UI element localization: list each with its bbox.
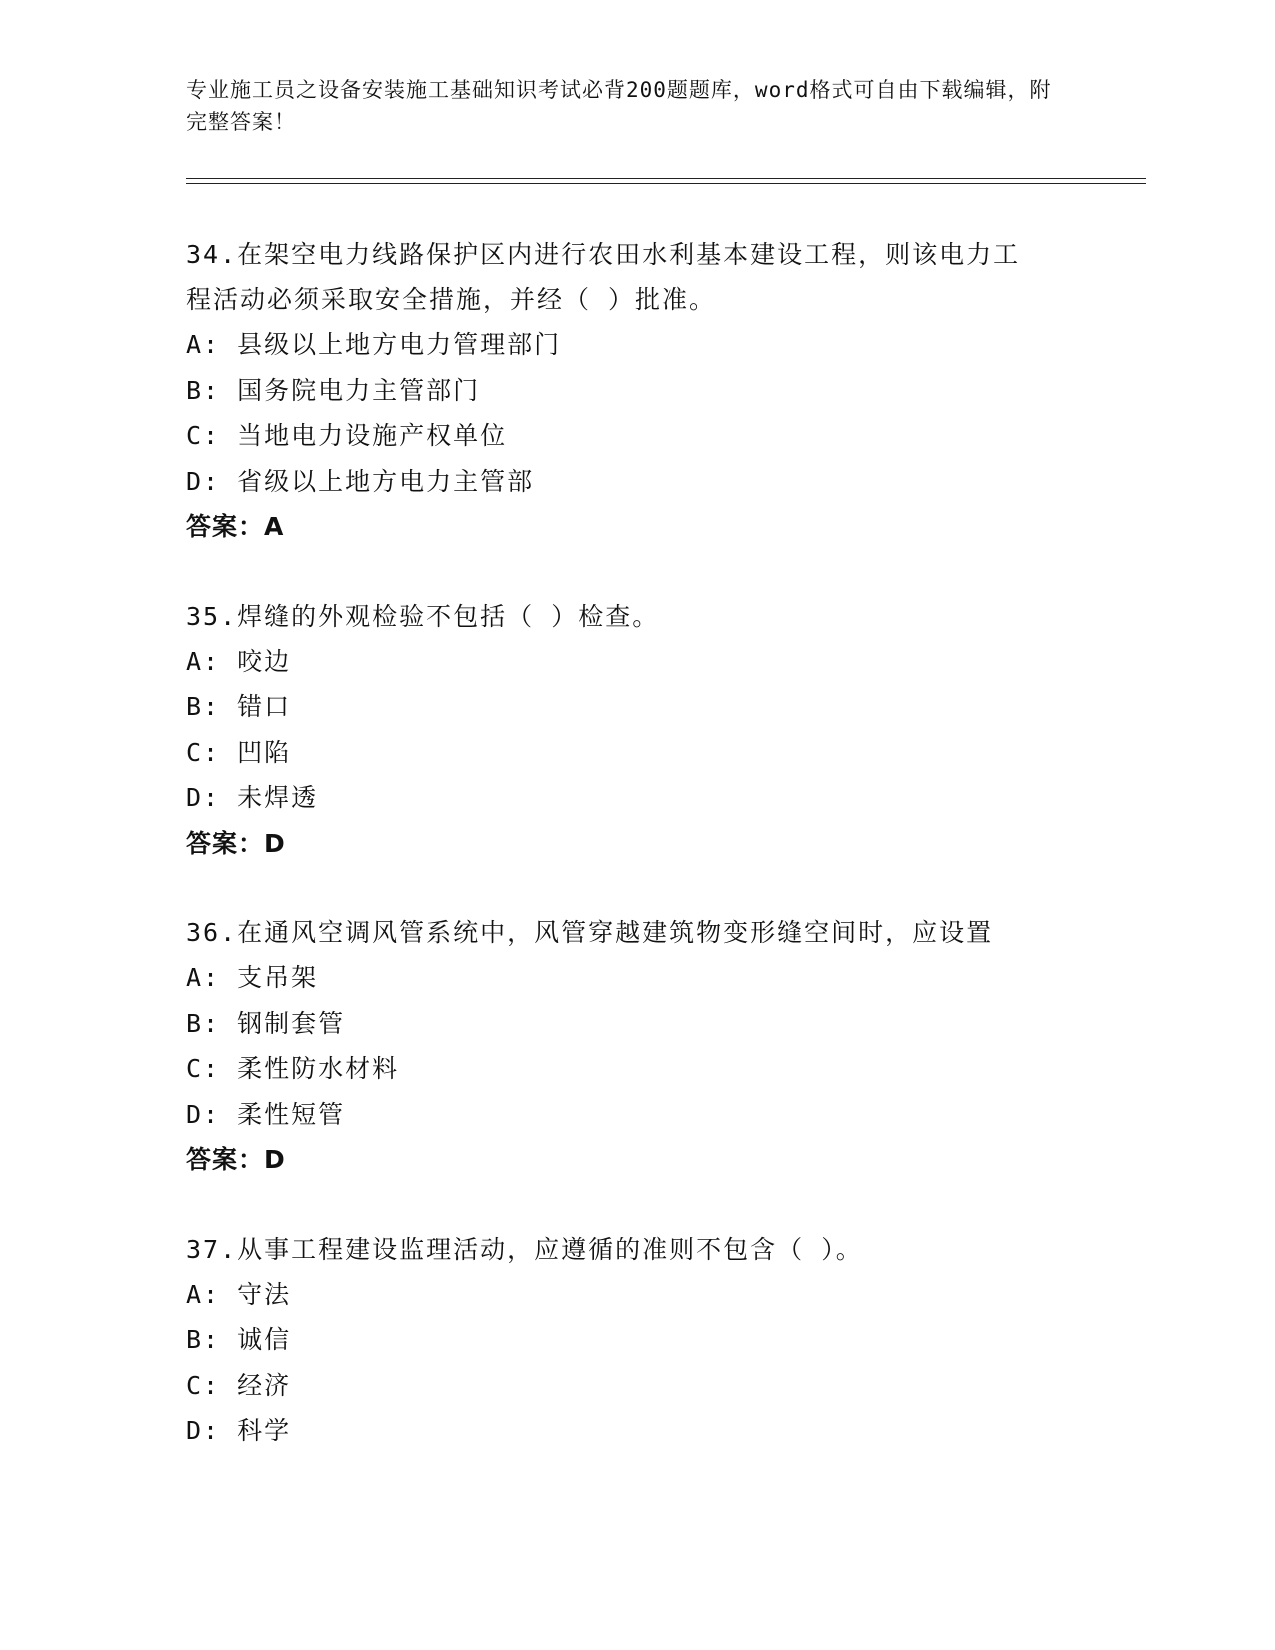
option-a: A: 县级以上地方电力管理部门 xyxy=(186,330,562,359)
question-stem-continued: 程活动必须采取安全措施，并经（ ）批准。 xyxy=(186,285,717,314)
option-c: C: 凹陷 xyxy=(186,737,292,767)
question-37 xyxy=(186,1227,1086,1454)
option-b: B: 国务院电力主管部门 xyxy=(186,375,481,405)
spacer xyxy=(186,1183,1086,1227)
question-34 xyxy=(186,232,1086,550)
spacer xyxy=(186,866,1086,910)
option-c: C: 柔性防水材料 xyxy=(186,1054,400,1083)
answer-label: 答案：A xyxy=(186,512,285,541)
question-stem: 35.焊缝的外观检验不包括（ ）检查。 xyxy=(186,601,660,631)
option-b: B: 错口 xyxy=(186,692,292,721)
answer-label: 答案：D xyxy=(186,1145,286,1174)
option-a: A: 咬边 xyxy=(186,646,292,676)
option-d: D: 科学 xyxy=(186,1416,292,1445)
option-a: A: 支吊架 xyxy=(186,963,319,992)
question-stem: 34.在架空电力线路保护区内进行农田水利基本建设工程，则该电力工 xyxy=(186,240,1021,269)
question-list xyxy=(186,232,1086,1454)
question-36 xyxy=(186,910,1086,1183)
document-title: 专业施工员之设备安装施工基础知识考试必背200题题库，word格式可自由下载编辑，附完整答案！ xyxy=(186,78,1052,134)
option-b: B: 钢制套管 xyxy=(186,1008,346,1038)
option-d: D: 柔性短管 xyxy=(186,1099,346,1129)
option-d: D: 省级以上地方电力主管部 xyxy=(186,466,535,496)
question-stem: 37.从事工程建设监理活动，应遵循的准则不包含（ ）。 xyxy=(186,1234,863,1264)
spacer xyxy=(186,550,1086,594)
option-b: B: 诚信 xyxy=(186,1325,292,1354)
option-c: C: 当地电力设施产权单位 xyxy=(186,421,508,450)
question-stem: 36.在通风空调风管系统中，风管穿越建筑物变形缝空间时，应设置 xyxy=(186,918,994,947)
option-c: C: 经济 xyxy=(186,1370,292,1400)
answer-label: 答案：D xyxy=(186,828,286,858)
question-35 xyxy=(186,594,1086,867)
option-d: D: 未焊透 xyxy=(186,783,319,812)
option-a: A: 守法 xyxy=(186,1279,292,1309)
header-divider-bottom xyxy=(186,183,1146,184)
header-divider-top xyxy=(186,178,1146,179)
